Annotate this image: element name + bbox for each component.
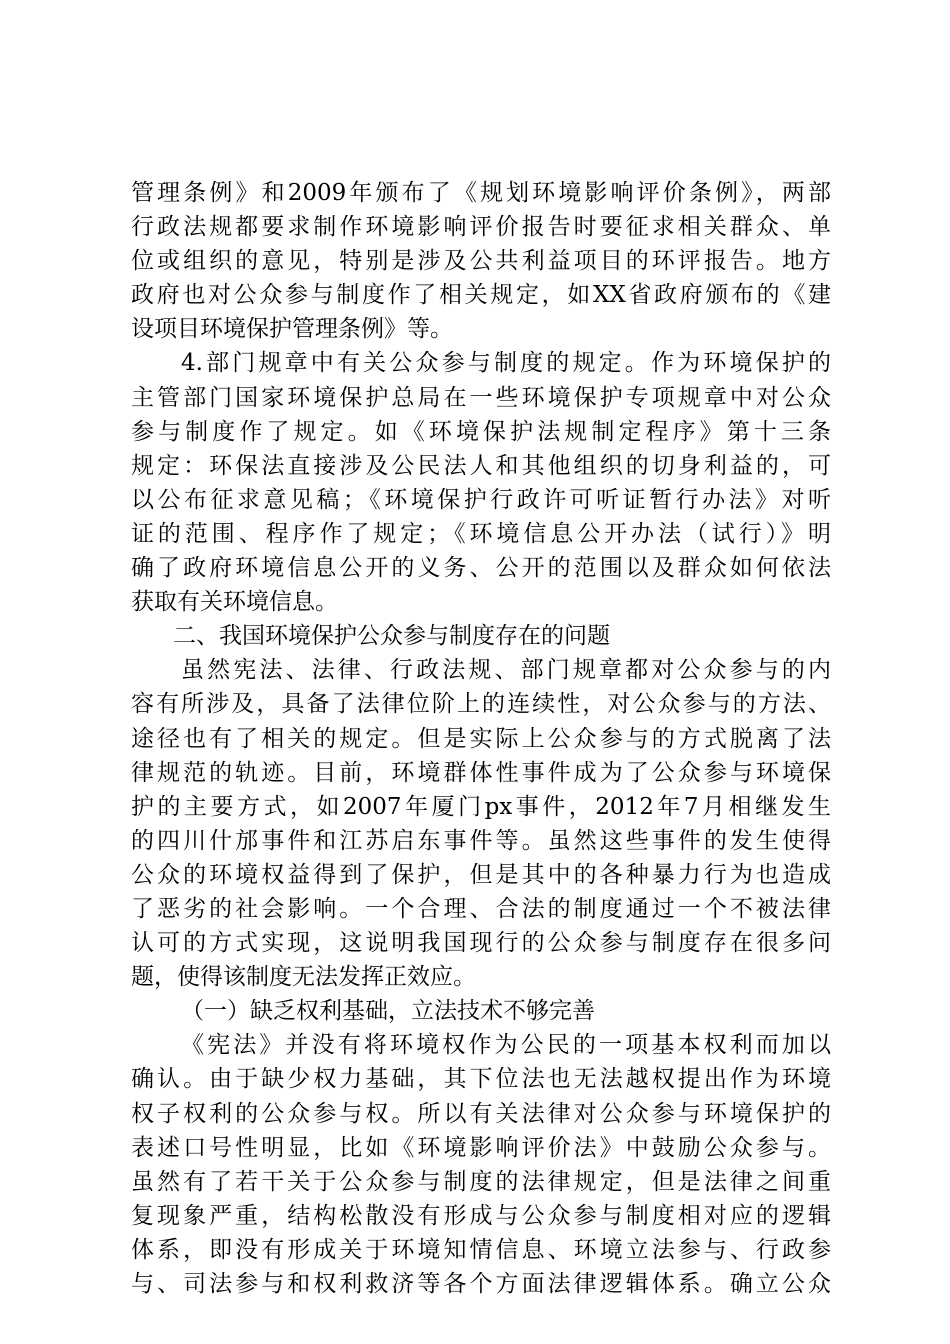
- text-line: 管理条例》和2009年颁布了《规划环境影响评价条例》，两部: [131, 180, 831, 206]
- text-line: 《宪法》并没有将环境权作为公民的一项基本权利而加以: [181, 1032, 831, 1059]
- text-line: 护的主要方式，如2007年厦门px事件，2012年7月相继发生: [131, 793, 831, 820]
- text-line: 虽然有了若干关于公众参与制度的法律规定，但是法律之间重: [131, 1168, 831, 1195]
- text-line: 以公布征求意见稿；《环境保护行政许可听证暂行办法》对听: [131, 486, 831, 513]
- text-line: 复现象严重，结构松散没有形成与公众参与制度相对应的逻辑: [131, 1202, 831, 1229]
- text-line: 证的范围、程序作了规定；《环境信息公开办法（试行）》明: [131, 520, 831, 547]
- subsection-heading-1: （一）缺乏权利基础，立法技术不够完善: [181, 998, 595, 1025]
- text-line: 虽然宪法、法律、行政法规、部门规章都对公众参与的内: [181, 657, 831, 684]
- text-line: 行政法规都要求制作环境影响评价报告时要征求相关群众、单: [131, 214, 831, 241]
- text-line: 规定：环保法直接涉及公民法人和其他组织的切身利益的，可: [131, 452, 831, 479]
- section-heading-2: 二、我国环境保护公众参与制度存在的问题: [173, 623, 610, 650]
- text-line: 了恶劣的社会影响。一个合理、合法的制度通过一个不被法律: [131, 895, 831, 922]
- text-line: 确认。由于缺少权力基础，其下位法也无法越权提出作为环境: [131, 1066, 831, 1093]
- text-line: 容有所涉及，具备了法律位阶上的连续性，对公众参与的方法、: [131, 691, 831, 718]
- text-line: 途径也有了相关的规定。但是实际上公众参与的方式脱离了法: [131, 725, 831, 752]
- text-line: 表述口号性明显，比如《环境影响评价法》中鼓励公众参与。: [131, 1134, 831, 1161]
- text-line: 获取有关环境信息。: [131, 589, 338, 616]
- text-line: 律规范的轨迹。目前，环境群体性事件成为了公众参与环境保: [131, 759, 831, 786]
- text-line: 位或组织的意见，特别是涉及公共利益项目的环评报告。地方: [131, 248, 831, 275]
- text-line: 认可的方式实现，这说明我国现行的公众参与制度存在很多问: [131, 930, 831, 957]
- text-line: 体系，即没有形成关于环境知情信息、环境立法参与、行政参: [131, 1236, 831, 1263]
- text-line: 权子权利的公众参与权。所以有关法律对公众参与环境保护的: [131, 1100, 831, 1127]
- section-heading-4: 4.部门规章中有关公众参与制度的规定。作为环境保护的: [181, 350, 831, 377]
- text-line: 政府也对公众参与制度作了相关规定，如XX省政府颁布的《建: [131, 282, 831, 309]
- text-line: 参与制度作了规定。如《环境保护法规制定程序》第十三条: [131, 418, 831, 445]
- body-text: [131, 176, 831, 1301]
- text-line: 与、司法参与和权利救济等各个方面法律逻辑体系。确立公众: [131, 1271, 831, 1297]
- text-line: 确了政府环境信息公开的义务、公开的范围以及群众如何依法: [131, 555, 831, 582]
- text-line: 公众的环境权益得到了保护，但是其中的各种暴力行为也造成: [131, 861, 831, 888]
- text-line: 题，使得该制度无法发挥正效应。: [131, 964, 476, 991]
- text-line: 的四川什邡事件和江苏启东事件等。虽然这些事件的发生使得: [131, 827, 831, 854]
- text-line: 设项目环境保护管理条例》等。: [131, 316, 453, 343]
- text-line: 主管部门国家环境保护总局在一些环境保护专项规章中对公众: [131, 384, 831, 411]
